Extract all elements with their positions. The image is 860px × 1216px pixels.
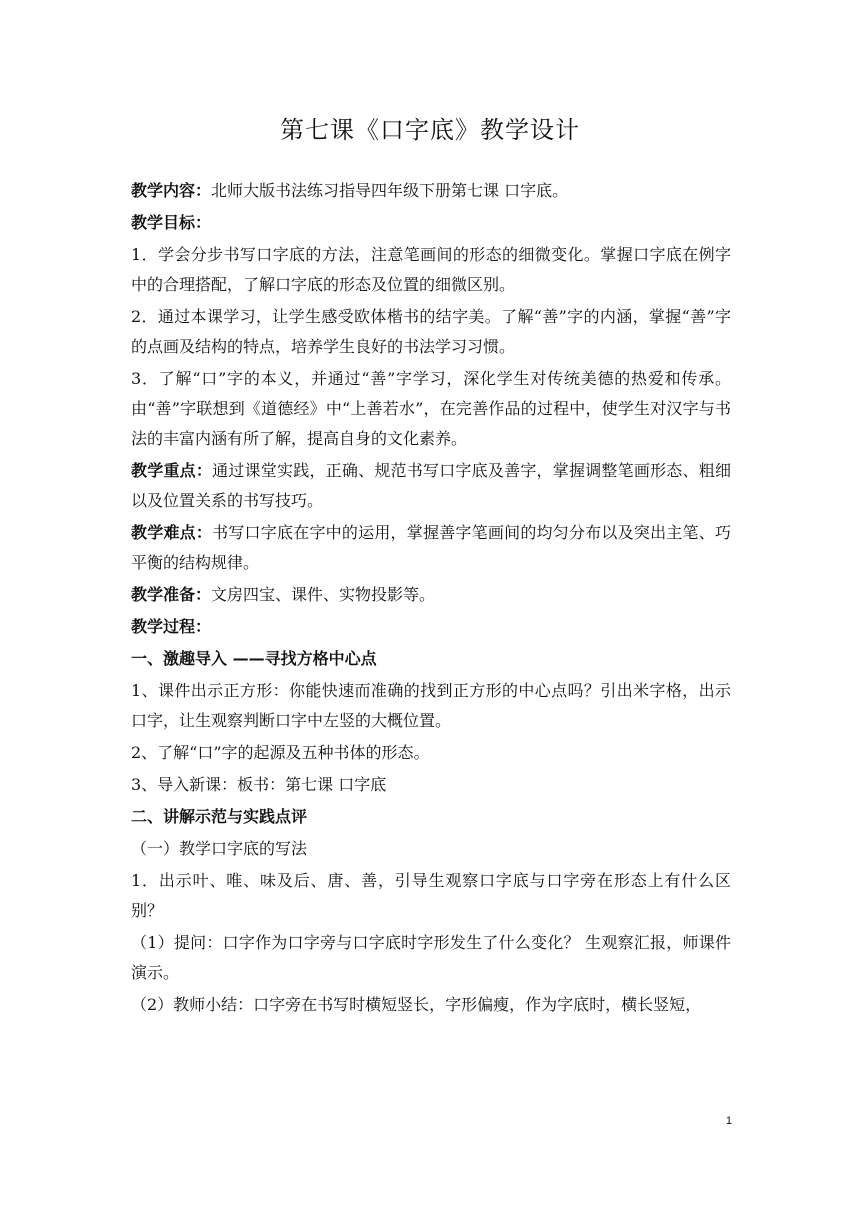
teaching-focus-paragraph [131,456,731,516]
teaching-focus-text: 通过课堂实践，正确、规范书写口字底及善字，掌握调整笔画形态、粗细以及位置关系的书写技巧。 [131,461,731,510]
teaching-goal-2: 2．通过本课学习，让学生感受欧体楷书的结字美。了解“善”字的内涵，掌握“善”字的点画及结构的特点，培养学生良好的书法学习习惯。 [131,307,731,356]
teaching-difficulty-label: 教学难点： [131,523,213,542]
part2-question-2: （2）教师小结：口字旁在书写时横短竖长，字形偏瘦，作为字底时，横长竖短， [131,995,702,1014]
teaching-content-text: 北师大版书法练习指导四年级下册第七课 口字底。 [211,181,569,200]
part1-item-1: 1、课件出示正方形：你能快速而准确的找到正方形的中心点吗？引出米字格，出示口字，让生观察判断口字中左竖的大概位置。 [131,681,731,730]
teaching-content-paragraph [131,176,731,206]
part2-subheading-1: （一）教学口字底的写法 [131,839,308,858]
teaching-goals-heading [131,208,731,238]
teaching-prep-label: 教学准备： [131,585,212,604]
teaching-prep-text: 文房四宝、课件、实物投影等。 [211,585,436,604]
page-title: 第七课《口字底》教学设计 [280,116,580,144]
teaching-goal-3: 3．了解“口”字的本义，并通过“善”字学习，深化学生对传统美德的热爱和传承。由“善”字联想到《道德经》中“上善若水”，在完善作品的过程中，使学生对汉字与书法的丰富内涵有所了解，提高自身的文化素养。 [131,369,731,448]
part2-heading: 二、讲解示范与实践点评 [131,807,308,826]
part1-item-2: 2、了解“口”字的起源及五种书体的形态。 [131,743,430,762]
teaching-prep-paragraph [131,580,731,610]
document-body [131,176,731,1022]
part2-item-1: 1．出示叶、唯、味及后、唐、善，引导生观察口字底与口字旁在形态上有什么区别？ [131,871,731,920]
teaching-goals-label: 教学目标： [131,213,212,232]
page-number: 1 [725,1115,732,1127]
teaching-process-heading [131,612,731,642]
part1-heading: 一、激趣导入 ——寻找方格中心点 [131,649,377,668]
teaching-content-label: 教学内容： [131,181,212,200]
teaching-difficulty-paragraph [131,518,731,578]
part2-question-1: （1）提问：口字作为口字旁与口字底时字形发生了什么变化？ 生观察汇报，师课件演示。 [131,933,731,982]
teaching-difficulty-text: 书写口字底在字中的运用，掌握善字笔画间的均匀分布以及突出主笔、巧平衡的结构规律。 [131,523,731,572]
teaching-goal-1: 1．学会分步书写口字底的方法，注意笔画间的形态的细微变化。掌握口字底在例字中的合理搭配，了解口字底的形态及位置的细微区别。 [131,245,731,294]
teaching-focus-label: 教学重点： [131,461,213,480]
teaching-process-label: 教学过程： [131,617,212,636]
part1-item-3: 3、导入新课：板书：第七课 口字底 [131,775,387,794]
